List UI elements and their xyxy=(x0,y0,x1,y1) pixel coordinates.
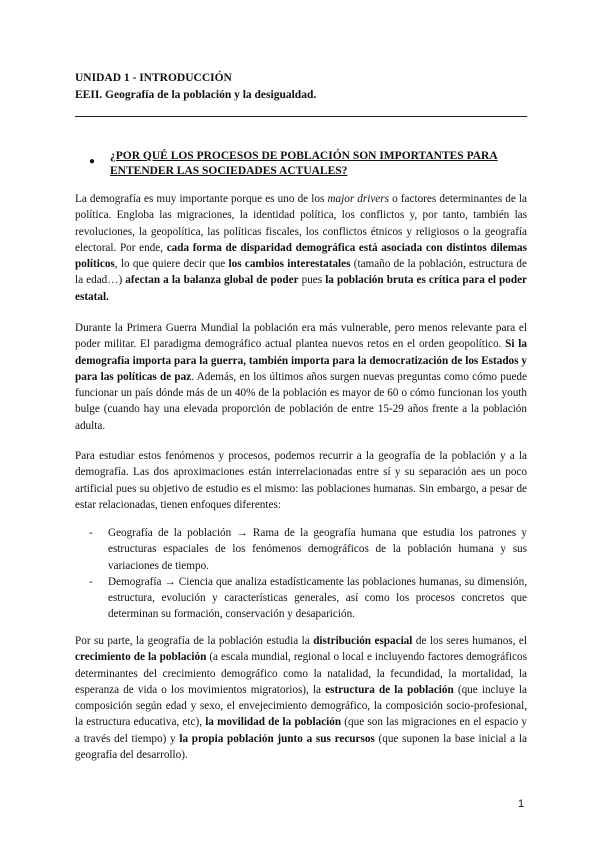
unit-title: UNIDAD 1 - INTRODUCCIÓN xyxy=(75,72,232,84)
bullet-icon: ● xyxy=(89,156,96,167)
paragraph-3: Para estudiar estos fenómenos y procesos, podemos recurrir a la geografía de la población y a la demografía. Las dos aproximaciones están interrelacionadas entre sí y su separación aes un poco artificial pues su objetivo de estudio es el mismo: las poblaciones humanas. Sin embargo, a pesar de estar relacionadas, tienen enfoques diferentes: xyxy=(75,450,527,511)
p1-text-5: pues xyxy=(298,274,326,287)
p4-bold-4: la movilidad de la población xyxy=(205,716,342,729)
p4-bold-5: la propia población junto a sus recursos xyxy=(179,732,375,745)
list-item-demografia xyxy=(75,574,527,623)
p2-bold-1: Si la demografía importa para la guerra, también importa para la democratización de los Estados y para las políticas de paz xyxy=(75,338,527,383)
p4-bold-2: crecimiento de la población xyxy=(75,651,207,664)
p1-bold-1: cada forma de disparidad demográfica está asociada con distintos dilemas políticos xyxy=(75,241,527,271)
p2-text-1: Durante la Primera Guerra Mundial la población era más vulnerable, pero menos relevante para el poder militar. El paradigma demográfico actual plantea nuevos retos en el orden geopolítico. xyxy=(75,322,527,351)
paragraph-2 xyxy=(75,320,527,434)
page-number: 1 xyxy=(518,798,525,810)
p4-text-6: (que suponen la base inicial a la geografía del desarrollo). xyxy=(75,732,527,762)
p1-bold-2: los cambios interestatales xyxy=(228,258,351,271)
p1-bold-3: afectan a la balanza global de poder xyxy=(125,274,299,287)
p4-text-5: (que son las migraciones en el espacio y a través del tiempo) y xyxy=(75,716,527,745)
p1-italic-major-drivers: major drivers xyxy=(327,193,389,205)
p1-text-4: (tamaño de la población, estructura de la edad…) xyxy=(75,258,527,287)
approaches-list xyxy=(75,525,527,623)
p4-text-4: (que incluye la composición según edad y sexo, el envejecimiento demográfico, la composición socio-profesional, la estructura educativa, etc), xyxy=(75,683,527,729)
dash-marker: - xyxy=(89,527,93,539)
p1-text-2: o factores determinantes de la política. Engloba las migraciones, la identidad política, los conflictos y, por tanto, también las revoluciones, la geopolítica, las políticas fiscales, los conflictos étnicos y religiosos o la geografía electoral. Por ende, xyxy=(75,193,527,254)
paragraph-1 xyxy=(75,191,527,305)
p1-bold-4: la población bruta es crítica para el poder estatal. xyxy=(75,274,527,303)
list-item-2-text: Demografía → Ciencia que analiza estadísticamente las poblaciones humanas, su dimensión, estructura, evolución y características generales, así como los procesos concretos que determinan su formación, conservación y desaparición. xyxy=(108,575,527,621)
p1-text-3: , lo que quiere decir que xyxy=(114,258,229,271)
p1-text-1: La demografía es muy importante porque es uno de los xyxy=(75,193,328,205)
unit-subtitle: EEII. Geografía de la población y la desigualdad. xyxy=(75,89,317,101)
p4-bold-3: estructura de la población xyxy=(325,683,454,696)
section-question-heading: ¿POR QUÉ LOS PROCESOS DE POBLACIÓN SON IMPORTANTES PARA ENTENDER LAS SOCIEDADES ACTUALES? xyxy=(110,150,498,177)
p4-text-1: Por su parte, la geografía de la población estudia la xyxy=(75,635,314,647)
paragraph-4 xyxy=(75,633,527,763)
p4-bold-1: distribución espacial xyxy=(313,635,413,647)
list-item-geografia xyxy=(75,525,527,574)
header-divider xyxy=(75,116,527,117)
p4-text-2: de los seres humanos, el xyxy=(412,635,527,647)
list-item-1-text: Geografía de la población → Rama de la geografía humana que estudia los patrones y estructuras espaciales de los fenómenos demográficos de la población humana y sus variaciones de tiempo. xyxy=(108,527,527,572)
p2-text-2: . Además, en los últimos años surgen nuevas preguntas como cómo puede funcionar un país dónde más de un 40% de la población es mayor de 60 o cómo funcionan los youth bulge (cuando hay una elevada proporción de población de entre 15-29 años frente a la población adulta. xyxy=(75,370,527,432)
p4-text-3: (a escala mundial, regional o local e incluyendo factores demográficos determinantes del crecimiento demográfico como la natalidad, la fecundidad, la mortalidad, la esperanza de vida o los movimientos migratorios), la xyxy=(75,651,527,696)
dash-marker: - xyxy=(89,575,93,588)
